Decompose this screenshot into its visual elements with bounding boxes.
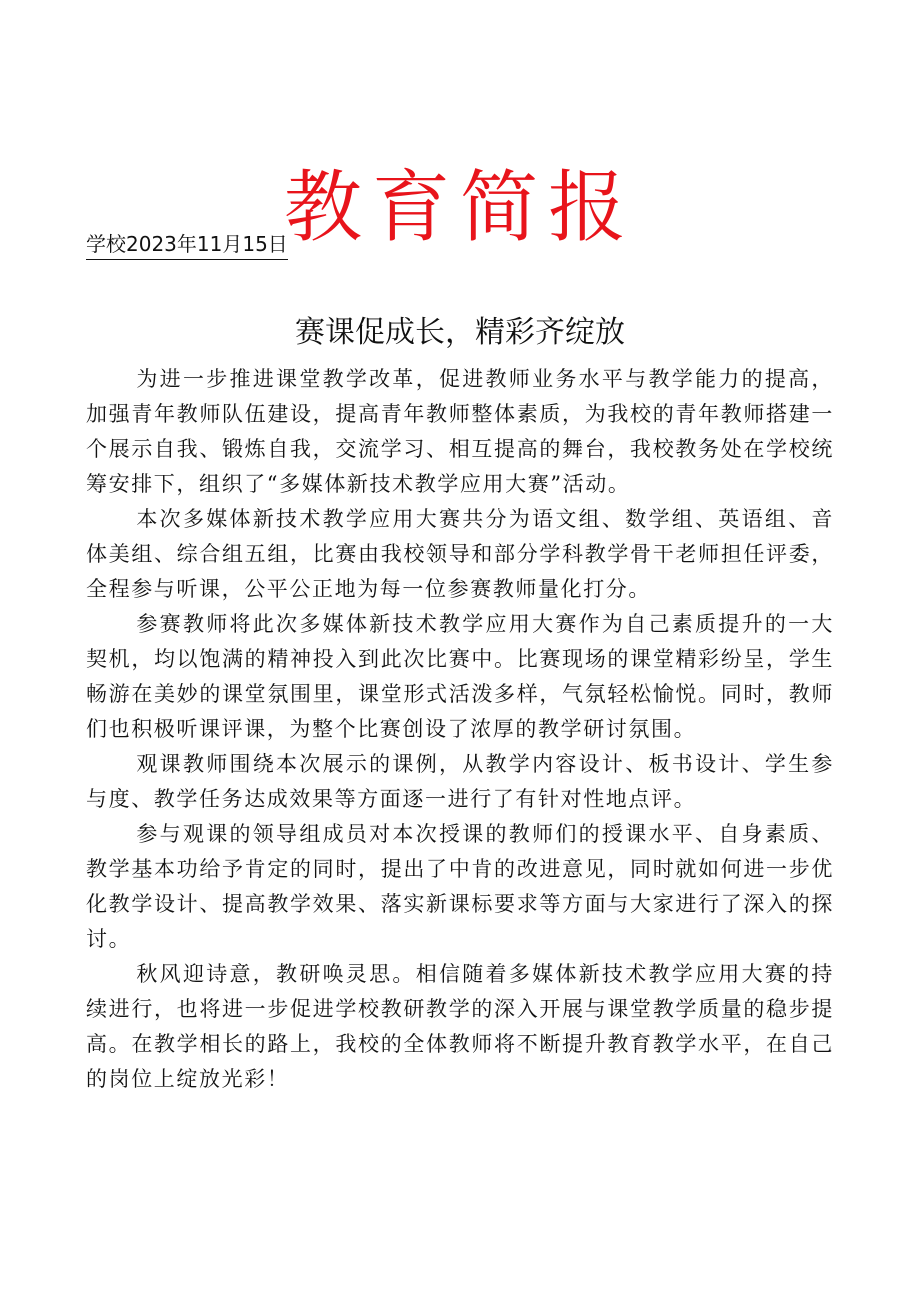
masthead-title: 教育简报 bbox=[283, 163, 636, 254]
dateline: 学校2023年11月15日 bbox=[86, 230, 288, 260]
article-body bbox=[86, 362, 834, 1097]
article-paragraph-1: 为进一步推进课堂教学改革，促进教师业务水平与教学能力的提高，加强青年教师队伍建设，提高青年教师整体素质，为我校的青年教师搭建一个展示自我、锻炼自我，交流学习、相互提高的舞台，我校教务处在学校统筹安排下，组织了“多媒体新技术教学应用大赛”活动。 bbox=[86, 367, 834, 496]
article-paragraph-6: 秋风迎诗意，教研唤灵思。相信随着多媒体新技术教学应用大赛的持续进行，也将进一步促进学校教研教学的深入开展与课堂教学质量的稳步提高。在教学相长的路上，我校的全体教师将不断提升教育教学水平，在自己的岗位上绽放光彩！ bbox=[86, 962, 834, 1091]
article-headline: 赛课促成长，精彩齐绽放 bbox=[295, 314, 625, 350]
article-paragraph-2: 本次多媒体新技术教学应用大赛共分为语文组、数学组、英语组、音体美组、综合组五组，比赛由我校领导和部分学科教学骨干老师担任评委，全程参与听课，公平公正地为每一位参赛教师量化打分。 bbox=[86, 507, 834, 601]
article-paragraph-5: 参与观课的领导组成员对本次授课的教师们的授课水平、自身素质、教学基本功给予肯定的同时，提出了中肯的改进意见，同时就如何进一步优化教学设计、提高教学效果、落实新课标要求等方面与大家进行了深入的探讨。 bbox=[86, 822, 834, 951]
article-paragraph-3: 参赛教师将此次多媒体新技术教学应用大赛作为自己素质提升的一大契机，均以饱满的精神投入到此次比赛中。比赛现场的课堂精彩纷呈，学生畅游在美妙的课堂氛围里，课堂形式活泼多样，气氛轻松愉悦。同时，教师们也积极听课评课，为整个比赛创设了浓厚的教学研讨氛围。 bbox=[86, 612, 834, 741]
article-paragraph-4: 观课教师围绕本次展示的课例，从教学内容设计、板书设计、学生参与度、教学任务达成效果等方面逐一进行了有针对性地点评。 bbox=[86, 752, 834, 811]
